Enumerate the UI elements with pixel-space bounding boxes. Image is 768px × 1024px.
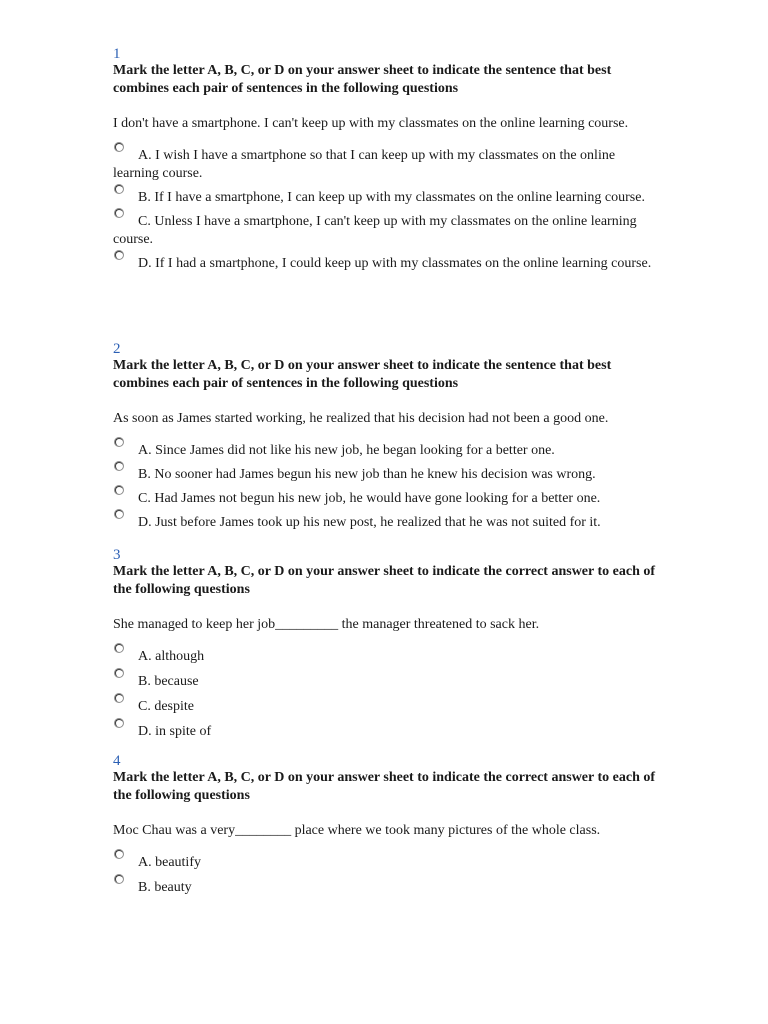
option-a[interactable] [113, 442, 658, 460]
question-number: 3 [113, 547, 121, 563]
question-stem: As soon as James started working, he realized that his decision had not been a good one. [113, 411, 609, 426]
radio-button-icon[interactable] [114, 250, 124, 260]
option-label: C. despite [138, 699, 194, 714]
option-a[interactable] [113, 648, 658, 666]
radio-button-icon[interactable] [114, 485, 124, 495]
option-label: A. Since James did not like his new job, he began looking for a better one. [138, 443, 555, 458]
option-a[interactable] [113, 147, 658, 183]
option-d[interactable] [113, 514, 658, 532]
question-3 [113, 547, 658, 748]
options-list [113, 442, 658, 532]
radio-button-icon[interactable] [114, 718, 124, 728]
radio-button-icon[interactable] [114, 142, 124, 152]
option-label: A. although [138, 649, 205, 664]
radio-button-icon[interactable] [114, 874, 124, 884]
option-label: A. I wish I have a smartphone so that I can keep up with my classmates on the online learning course. [113, 148, 616, 181]
option-label: B. beauty [138, 880, 192, 895]
question-4 [113, 753, 658, 904]
option-d[interactable] [113, 723, 658, 741]
option-c[interactable] [113, 213, 658, 249]
option-b[interactable] [113, 879, 658, 897]
option-label: C. Had James not begun his new job, he would have gone looking for a better one. [138, 491, 601, 506]
option-d[interactable] [113, 255, 658, 273]
question-instruction: Mark the letter A, B, C, or D on your answer sheet to indicate the correct answer to each of the following questions [113, 564, 656, 597]
question-stem: She managed to keep her job_________ the manager threatened to sack her. [113, 617, 540, 632]
option-a[interactable] [113, 854, 658, 872]
radio-button-icon[interactable] [114, 643, 124, 653]
option-c[interactable] [113, 490, 658, 508]
radio-button-icon[interactable] [114, 437, 124, 447]
question-instruction: Mark the letter A, B, C, or D on your answer sheet to indicate the sentence that best combines each pair of sentences in the following questions [113, 358, 612, 391]
radio-button-icon[interactable] [114, 849, 124, 859]
option-label: C. Unless I have a smartphone, I can't keep up with my classmates on the online learning course. [113, 214, 637, 247]
question-stem: Moc Chau was a very________ place where we took many pictures of the whole class. [113, 823, 601, 838]
options-list [113, 147, 658, 273]
question-number: 4 [113, 753, 121, 769]
option-label: A. beautify [138, 855, 201, 870]
radio-button-icon[interactable] [114, 693, 124, 703]
option-c[interactable] [113, 698, 658, 716]
option-b[interactable] [113, 673, 658, 691]
option-label: D. Just before James took up his new post, he realized that he was not suited for it. [138, 515, 601, 530]
option-b[interactable] [113, 189, 658, 207]
radio-button-icon[interactable] [114, 461, 124, 471]
question-1 [113, 46, 658, 279]
radio-button-icon[interactable] [114, 668, 124, 678]
question-number: 2 [113, 341, 121, 357]
option-label: B. If I have a smartphone, I can keep up with my classmates on the online learning course. [138, 190, 645, 205]
question-number: 1 [113, 46, 121, 62]
options-list [113, 854, 658, 897]
option-b[interactable] [113, 466, 658, 484]
question-instruction: Mark the letter A, B, C, or D on your answer sheet to indicate the sentence that best combines each pair of sentences in the following questions [113, 63, 612, 96]
option-label: B. No sooner had James begun his new job than he knew his decision was wrong. [138, 467, 596, 482]
question-2 [113, 341, 658, 538]
radio-button-icon[interactable] [114, 208, 124, 218]
radio-button-icon[interactable] [114, 184, 124, 194]
question-instruction: Mark the letter A, B, C, or D on your answer sheet to indicate the correct answer to each of the following questions [113, 770, 656, 803]
options-list [113, 648, 658, 741]
question-stem: I don't have a smartphone. I can't keep up with my classmates on the online learning course. [113, 116, 629, 131]
option-label: B. because [138, 674, 199, 689]
radio-button-icon[interactable] [114, 509, 124, 519]
option-label: D. If I had a smartphone, I could keep up with my classmates on the online learning course. [138, 256, 652, 271]
option-label: D. in spite of [138, 724, 212, 739]
